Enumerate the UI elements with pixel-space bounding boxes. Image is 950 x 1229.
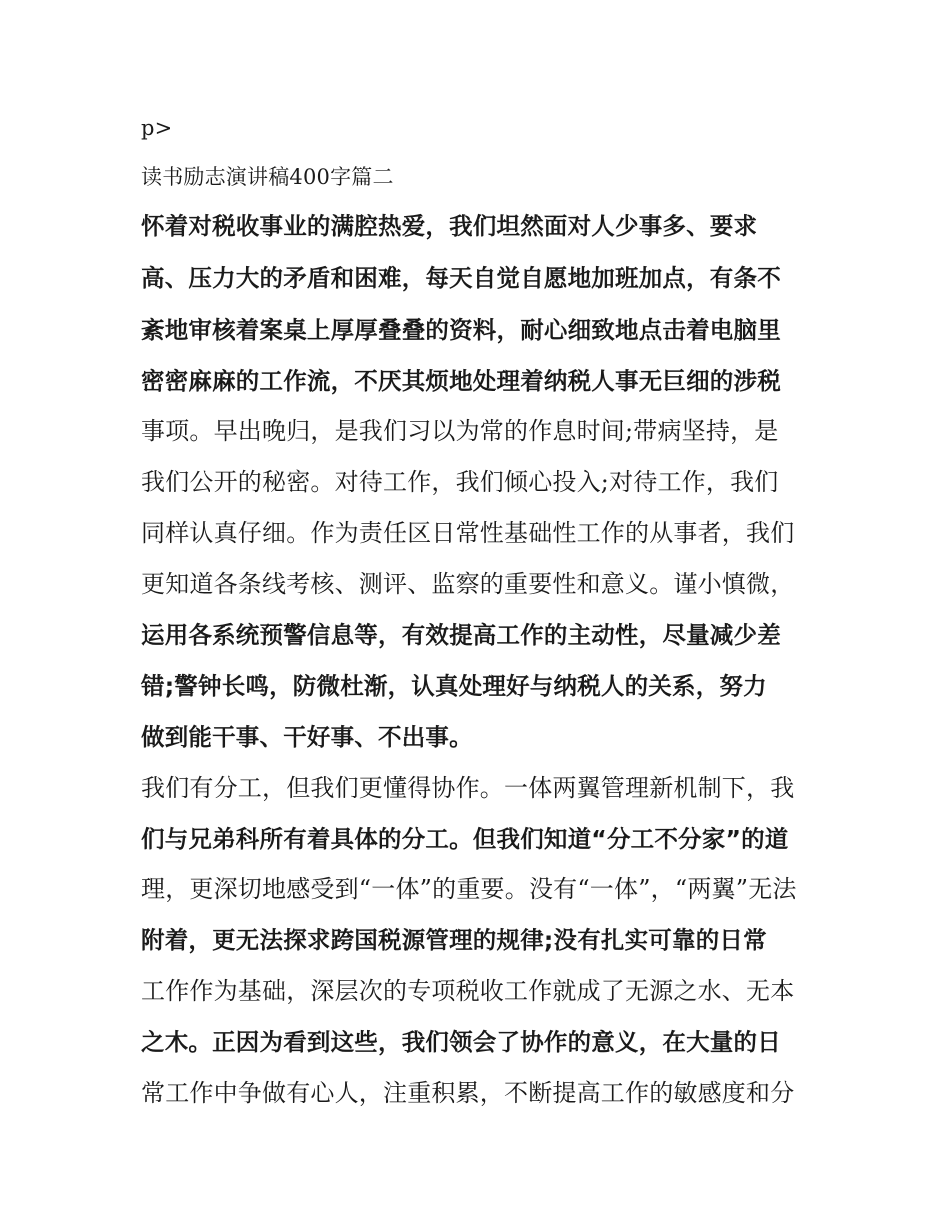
paragraph-1-line-1: 怀着对税收事业的满腔热爱，我们坦然面对人少事多、要求	[141, 212, 758, 240]
paragraph-1-line-3: 紊地审核着案桌上厚厚叠叠的资料，耐心细致地点击着电脑里	[141, 316, 781, 344]
paragraph-1-line-7: 同样认真仔细。作为责任区日常性基础性工作的从事者，我们	[141, 519, 795, 547]
paragraph-2-line-6: 之木。正因为看到这些，我们领会了协作的意义，在大量的日	[141, 1028, 781, 1056]
paragraph-2-line-3: 理，更深切地感受到“一体”的重要。没有“一体”，“两翼”无法	[141, 875, 797, 903]
paragraph-2-line-1: 我们有分工，但我们更懂得协作。一体两翼管理新机制下，我	[141, 774, 795, 802]
paragraph-2-line-2: 们与兄弟科所有着具体的分工。但我们知道“分工不分家”的道	[141, 825, 789, 853]
paragraph-1-line-4: 密密麻麻的工作流，不厌其烦地处理着纳税人事无巨细的涉税	[141, 367, 781, 395]
paragraph-1-line-5: 事项。早出晚归，是我们习以为常的作息时间;带病坚持，是	[141, 417, 779, 445]
section-title: 读书励志演讲稿400字篇二	[141, 165, 394, 189]
paragraph-2-line-5: 工作作为基础，深层次的专项税收工作就成了无源之水、无本	[141, 977, 795, 1005]
paragraph-1-line-6: 我们公开的秘密。对待工作，我们倾心投入;对待工作，我们	[141, 468, 779, 496]
paragraph-2-line-4: 附着，更无法探求跨国税源管理的规律;没有扎实可靠的日常	[141, 926, 767, 954]
paragraph-2-line-7: 常工作中争做有心人，注重积累，不断提高工作的敏感度和分	[141, 1079, 795, 1107]
paragraph-1-line-10: 错;警钟长鸣，防微杜渐，认真处理好与纳税人的关系，努力	[141, 672, 767, 700]
paragraph-1-line-11: 做到能干事、干好事、不出事。	[141, 723, 473, 751]
paragraph-1-line-8: 更知道各条线考核、测评、监察的重要性和意义。谨小慎微，	[141, 570, 795, 598]
paragraph-1-line-2: 高、压力大的矛盾和困难，每天自觉自愿地加班加点，有条不	[141, 264, 781, 292]
paragraph-1-line-9: 运用各系统预警信息等，有效提高工作的主动性，尽量减少差	[141, 621, 781, 649]
fragment-text: p>	[141, 116, 173, 140]
